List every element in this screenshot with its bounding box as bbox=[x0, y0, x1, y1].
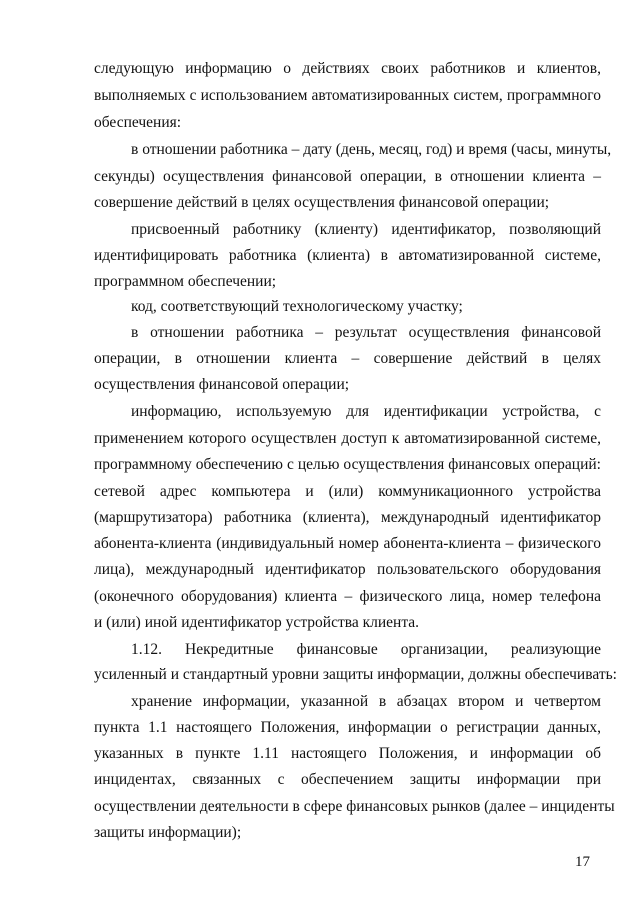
text-line: выполняемых с использованием автоматизированных систем, программного bbox=[94, 87, 601, 104]
page-number: 17 bbox=[575, 854, 590, 870]
text-line: пункта 1.1 настоящего Положения, информации о регистрации данных, bbox=[94, 719, 601, 736]
text-line: обеспечения: bbox=[94, 114, 182, 131]
text-line: присвоенный работнику (клиенту) идентификатор, позволяющий bbox=[131, 221, 601, 238]
text-line: 1.12. Некредитные финансовые организации, реализующие bbox=[131, 641, 601, 658]
text-line: идентифицировать работника (клиента) в автоматизированной системе, bbox=[94, 247, 601, 264]
text-line: хранение информации, указанной в абзацах втором и четвертом bbox=[131, 693, 601, 710]
text-line: код, соответствующий технологическому участку; bbox=[131, 298, 463, 315]
text-line: применением которого осуществлен доступ к автоматизированной системе, bbox=[94, 430, 601, 447]
text-line: операции, в отношении клиента – совершение действий в целях bbox=[94, 350, 601, 367]
text-line: инцидентах, связанных с обеспечением защиты информации при bbox=[94, 771, 601, 788]
text-line: в отношении работника – результат осуществления финансовой bbox=[131, 324, 601, 341]
text-line: защиты информации); bbox=[94, 824, 242, 841]
text-line: осуществлении деятельности в сфере финансовых рынков (далее – инциденты bbox=[94, 798, 615, 815]
text-line: секунды) осуществления финансовой операции, в отношении клиента – bbox=[94, 168, 601, 185]
text-line: и (или) иной идентификатор устройства клиента. bbox=[94, 614, 420, 631]
text-line: абонента-клиента (индивидуальный номер абонента-клиента – физического bbox=[94, 535, 601, 552]
text-line: лица), международный идентификатор пользовательского оборудования bbox=[94, 561, 601, 578]
text-line: сетевой адрес компьютера и (или) коммуникационного устройства bbox=[94, 483, 601, 500]
text-line: в отношении работника – дату (день, месяц, год) и время (часы, минуты, bbox=[131, 141, 612, 158]
text-line: осуществления финансовой операции; bbox=[94, 376, 350, 393]
text-line: усиленный и стандартный уровни защиты информации, должны обеспечивать: bbox=[94, 666, 617, 683]
text-line: информацию, используемую для идентификации устройства, с bbox=[131, 403, 601, 420]
text-line: (маршрутизатора) работника (клиента), международный идентификатор bbox=[94, 509, 601, 526]
text-line: следующую информацию о действиях своих работников и клиентов, bbox=[94, 60, 601, 77]
text-line: программном обеспечении; bbox=[94, 273, 277, 290]
text-line: программному обеспечению с целью осуществления финансовых операций: bbox=[94, 456, 601, 473]
text-line: совершение действий в целях осуществления финансовой операции; bbox=[94, 194, 550, 211]
text-line: (оконечного оборудования) клиента – физического лица, номер телефона bbox=[94, 588, 601, 605]
text-line: указанных в пункте 1.11 настоящего Положения, и информации об bbox=[94, 745, 601, 762]
